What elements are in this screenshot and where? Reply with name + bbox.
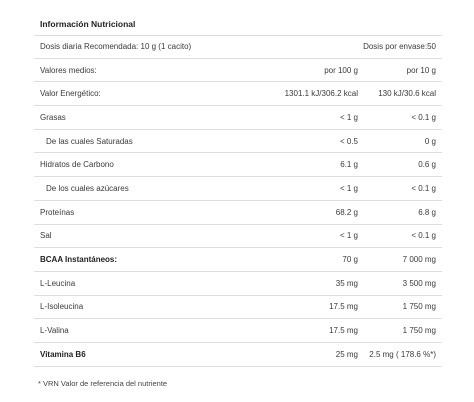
table-row-saturated <box>34 130 442 154</box>
table-row-bcaa <box>34 248 442 272</box>
row-value-per100: 1301.1 kJ/306.2 kcal <box>284 89 358 99</box>
row-label: L-Valina <box>40 326 69 336</box>
row-value-perdose: 6.8 g <box>418 207 436 217</box>
row-label: Dosis diaria Recomendada: 10 g (1 cacito) <box>40 42 192 52</box>
row-value-perdose: 1 750 mg <box>402 326 436 336</box>
row-value-per100: 17.5 mg <box>329 302 358 312</box>
row-value-per100: < 1 g <box>339 112 358 122</box>
row-value-perdose: < 0.1 g <box>411 112 436 122</box>
row-value-perdose: 130 kJ/30.6 kcal <box>378 89 436 99</box>
row-value-perdose: 7 000 mg <box>402 255 436 265</box>
nutrition-table <box>34 35 442 367</box>
table-row-energy <box>34 82 442 106</box>
table-row-isoleucine <box>34 296 442 320</box>
row-value-per100: 70 g <box>342 255 358 265</box>
row-label: De los cuales azúcares <box>46 183 129 193</box>
row-label: L-Leucina <box>40 278 76 288</box>
row-value-per100: < 1 g <box>339 231 358 241</box>
row-value-per100: 35 mg <box>335 278 358 288</box>
table-row-dose <box>34 35 442 59</box>
table-row-protein <box>34 201 442 225</box>
row-value-perdose: 0.6 g <box>418 160 436 170</box>
row-label: Valores medios: <box>40 65 97 75</box>
table-title: Información Nutricional <box>40 19 136 29</box>
row-value-perdose: 0 g <box>424 136 436 146</box>
row-label: Grasas <box>40 112 66 122</box>
row-value-perdose: < 0.1 g <box>411 231 436 241</box>
row-value-per100: por 100 g <box>324 65 358 75</box>
row-value-perdose: 3 500 mg <box>402 278 436 288</box>
nutrition-table-container <box>34 13 442 367</box>
row-label: Vitamina B6 <box>40 349 86 359</box>
row-label: Proteínas <box>40 207 75 217</box>
row-value-perdose: 2.5 mg ( 178.6 %*) <box>369 349 436 359</box>
row-label: L-Isoleucina <box>40 302 84 312</box>
footnote: * VRN Valor de referencia del nutriente <box>38 379 168 388</box>
row-value-perdose: < 0.1 g <box>411 183 436 193</box>
table-row-leucine <box>34 272 442 296</box>
table-row-header <box>34 59 442 83</box>
table-row-valine <box>34 319 442 343</box>
row-value-perdose: por 10 g <box>406 65 436 75</box>
row-value-per100: 25 mg <box>335 349 358 359</box>
row-value-per100: < 1 g <box>339 183 358 193</box>
row-value-perdose: 1 750 mg <box>402 302 436 312</box>
table-row-sugars <box>34 177 442 201</box>
table-row-vitamin-b6 <box>34 343 442 367</box>
row-label: Valor Energético: <box>40 89 101 99</box>
table-row-carbs <box>34 153 442 177</box>
table-row-salt <box>34 225 442 249</box>
row-value-perdose: Dosis por envase:50 <box>363 42 436 52</box>
row-value-per100: 17.5 mg <box>329 326 358 336</box>
row-value-per100: 68.2 g <box>335 207 358 217</box>
table-row-fat <box>34 106 442 130</box>
row-value-per100: 6.1 g <box>340 160 358 170</box>
row-label: De las cuales Saturadas <box>46 136 133 146</box>
row-value-per100: < 0.5 <box>339 136 358 146</box>
row-label: Hidratos de Carbono <box>40 160 114 170</box>
row-label: BCAA Instantáneos: <box>40 255 118 265</box>
row-label: Sal <box>40 231 52 241</box>
